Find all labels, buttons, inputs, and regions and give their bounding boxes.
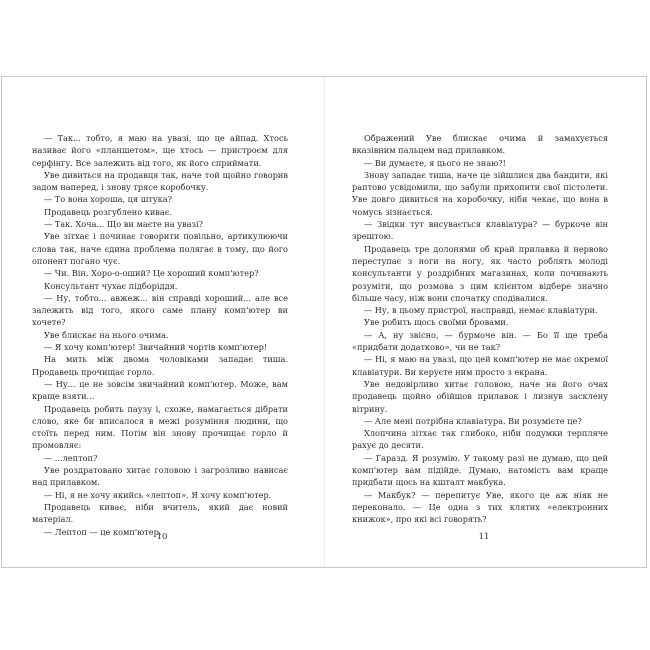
paragraph: — А, ну звісно, — бурмоче він. — Бо її ще треба «придбати додатково», чи не так? <box>352 329 608 353</box>
paragraph: — Ні, я маю на увазі, що цей комп'ютер не має окремої клавіатури. Ви керуєте ним просто з екрана. <box>352 354 608 377</box>
paragraph: Уве зітхає і починає говорити повільно, артикулюючи слова так, наче єдина проблема полягає в тому, що його опонент погано чує. <box>32 231 288 266</box>
paragraph: — Ну, в цьому пристрої, насправді, немає клавіатури. <box>364 305 598 316</box>
paragraph: Знову западає тиша, наче це зійшлися два бандити, які раптово усвідомили, що забули прихопити свої пістолети. Уве довго дивиться на коробочку, ніби чекає, що вона в чомусь зізнається. <box>352 169 608 217</box>
paragraph: — Гаразд. Я розумію. У такому разі не думаю, що цей комп'ютер вам підійде. Думаю, натомість вам краще придбати щось на кшталт макбука. <box>352 452 608 488</box>
paragraph: — То вона хороша, ця штука? <box>44 194 173 205</box>
paragraph: — Ну, тобто... авжеж... він справді хороший... але все залежить від того, якого саме плану комп'ютер ви хочете? <box>32 292 288 328</box>
book-fold <box>324 77 325 567</box>
paragraph: На мить між двома чоловіками западає тиша. Продавець прочищає горло. <box>32 354 288 377</box>
page-number-right: 11 <box>478 532 490 542</box>
left-page-text <box>32 132 288 538</box>
paragraph: — Ні, я не хочу якийсь «лептоп». Я хочу комп'ютер. <box>44 489 272 500</box>
paragraph: — Так... тобто, я маю на увазі, що це айпад. Хтось називає його «планшетом», ще хтось — пристроєм для серфінгу. Все залежить від того, як його сприймати. <box>32 133 288 168</box>
paragraph: — Лептоп — це комп'ютер. <box>44 526 162 537</box>
paragraph: — Ви думаєте, я цього не знаю?! <box>364 157 506 168</box>
paragraph: — Але мені потрібна клавіатура. Ви розумієте це? <box>364 415 582 426</box>
page-number-left: 10 <box>156 532 168 542</box>
paragraph: — Так. Хоча... Що ви маєте на увазі? <box>44 219 203 230</box>
paragraph: Консультант чухає підборіддя. <box>44 280 178 291</box>
paragraph: — Звідки тут висувається клавіатура? — буркоче він зрештою. <box>352 219 608 242</box>
paragraph: — Макбук? — перепитує Уве, якого це аж ніяк не переконало. — Це одна з тих клятих «електронних книжок», про які всі говорять? <box>352 489 608 525</box>
paragraph: Продавець робить паузу і, схоже, намагається дібрати слово, яке би вписалося в межі розуміння людини, що стоїть перед ним. Потім він знову прочищає горло й промовляє: <box>32 403 288 451</box>
paragraph: — Я хочу комп'ютер! Звичайний чортів комп'ютер! <box>44 342 268 353</box>
right-page-text <box>352 132 608 526</box>
paragraph: Уве блискає на нього очима. <box>44 329 169 340</box>
paragraph: Ображений Уве блискає очима й замахується вказівним пальцем над прилавком. <box>352 133 608 156</box>
paragraph: Уве роздратовано хитає головою і загрозливо нависає над прилавком. <box>32 465 288 488</box>
paragraph: Хлопчина зітхає так глибоко, ніби подумки терпляче рахує до десяти. <box>352 428 608 451</box>
paragraph: Уве дивиться на продавця так, наче той щойно говорив задом наперед, і знову трясе коробочку. <box>32 169 288 193</box>
paragraph: — ...лептоп? <box>44 452 98 463</box>
paragraph: Продавець киває, ніби вчитель, який дає новий матеріал. <box>32 501 288 525</box>
paragraph: Продавець розгублено киває. <box>44 206 172 217</box>
paragraph: Уве недовірливо хитає головою, наче на його очах продавець щойно обійшов прилавок і лизнув засклену вітрину. <box>352 378 608 414</box>
paragraph: Уве робить щось своїми бровами. <box>364 317 509 328</box>
paragraph: — Чи. Він. Хоро-о-оший? Це хороший комп'ютер? <box>44 268 259 279</box>
book-spread <box>1 76 647 568</box>
paragraph: Продавець тре долонями об край прилавка й нервово переступає з ноги на ногу, як часто роблять молоді консультанти у роздрібних магазинах, коли починають розуміти, що розмова з цим клієнтом відбере значно більше часу, ніж вони спочатку сподівалися. <box>352 243 608 303</box>
paragraph: — Ну... це не зовсім звичайний комп'ютер. Може, вам краще взяти... <box>32 378 288 402</box>
